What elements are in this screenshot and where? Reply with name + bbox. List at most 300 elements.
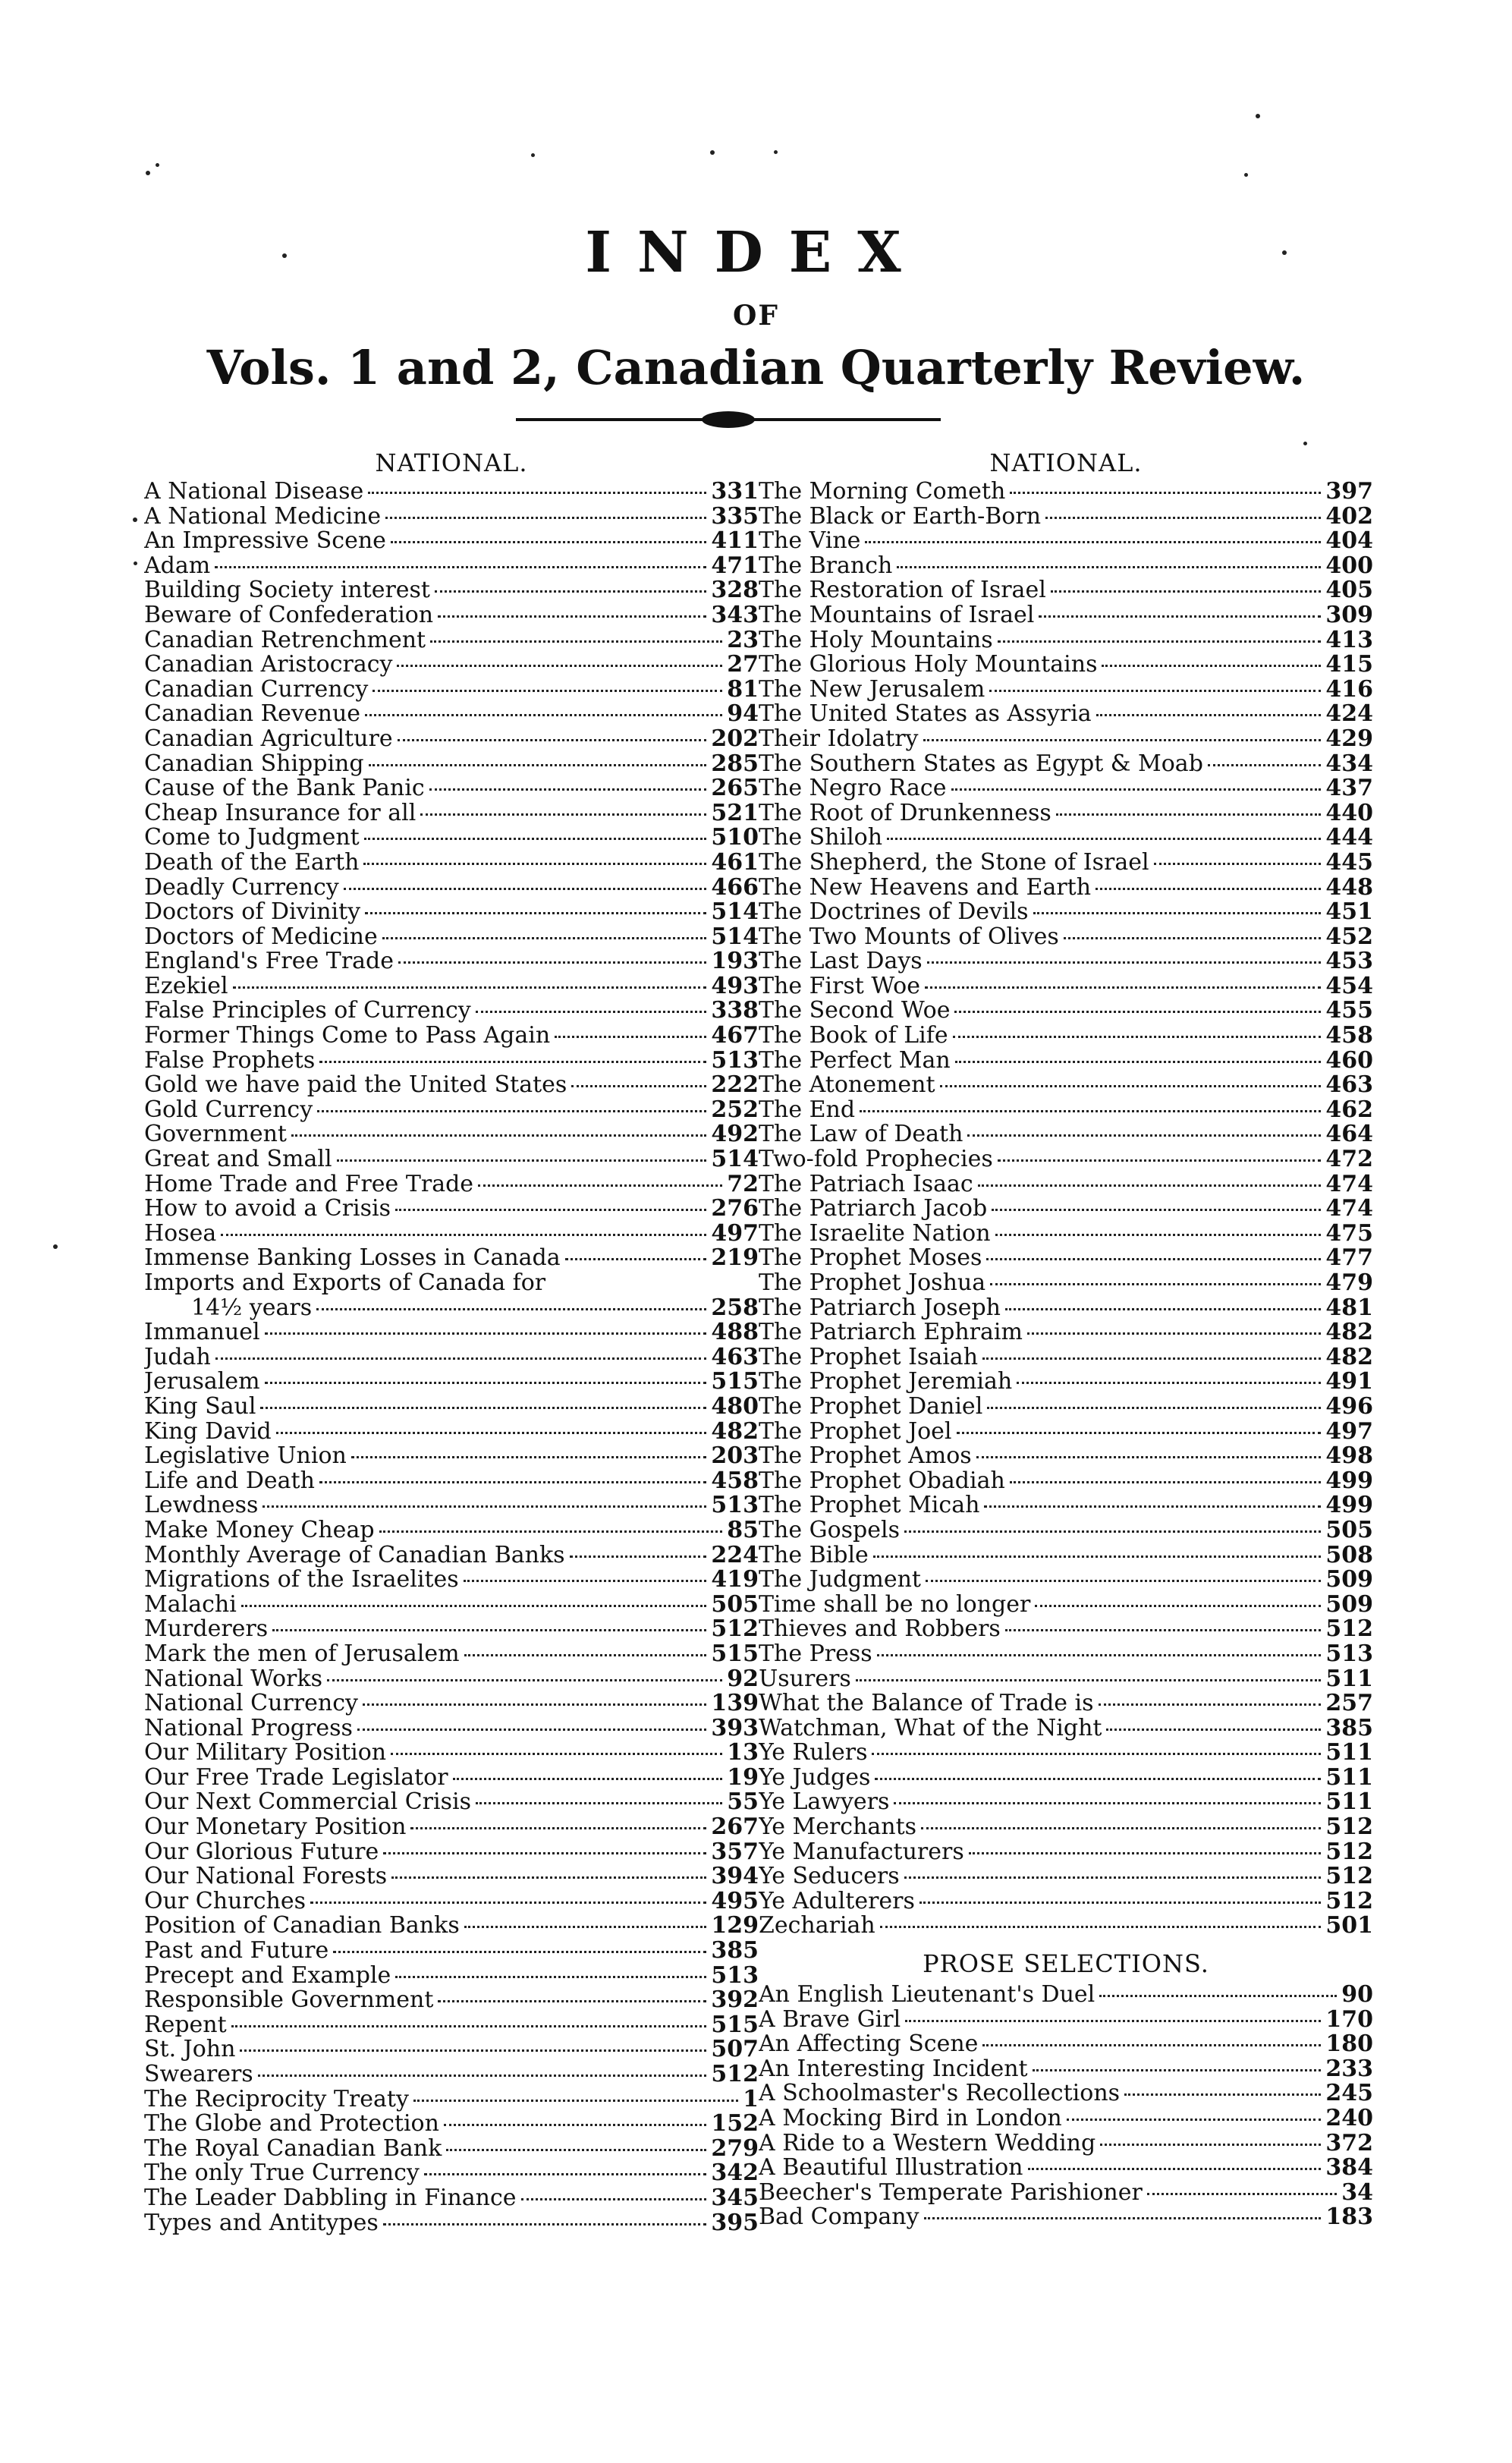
- index-entry: [144, 1617, 759, 1642]
- index-entry: [759, 628, 1373, 653]
- dot-leader: [291, 1134, 706, 1137]
- entry-page-number: 461: [711, 850, 759, 876]
- dot-leader: [865, 541, 1321, 543]
- entry-title: The Patriarch Jacob: [759, 1197, 988, 1222]
- dot-leader: [327, 1679, 722, 1681]
- index-entry: [759, 603, 1373, 628]
- index-entry: [759, 776, 1373, 801]
- dot-leader: [351, 1456, 707, 1458]
- entry-title: National Currency: [144, 1691, 358, 1716]
- dot-leader: [398, 739, 707, 741]
- entry-page-number: 512: [1325, 1815, 1373, 1840]
- index-entry: [144, 702, 759, 727]
- entry-page-number: 511: [1325, 1790, 1373, 1816]
- scan-speck: [1244, 173, 1248, 177]
- dot-leader: [521, 2198, 707, 2200]
- index-entry: [759, 2057, 1373, 2082]
- index-entry: [144, 2013, 759, 2038]
- entry-page-number: 222: [711, 1073, 759, 1098]
- dot-leader: [372, 690, 722, 692]
- dot-leader: [875, 1778, 1321, 1780]
- entry-title: Our Military Position: [144, 1741, 387, 1766]
- index-entry: [759, 1914, 1373, 1939]
- entry-title: The Law of Death: [759, 1122, 963, 1148]
- entry-title: The Shepherd, the Stone of Israel: [759, 850, 1149, 876]
- entry-title: A Mocking Bird in London: [759, 2106, 1062, 2131]
- entry-page-number: 202: [711, 726, 759, 752]
- entry-title: The Leader Dabbling in Finance: [144, 2185, 517, 2211]
- entry-page-number: 258: [711, 1295, 759, 1321]
- entry-title: Ye Lawyers: [759, 1790, 890, 1816]
- dot-leader: [364, 838, 707, 840]
- index-entry: [759, 1122, 1373, 1147]
- entry-title: The Patriarch Ephraim: [759, 1320, 1023, 1345]
- index-entry: [144, 1518, 759, 1543]
- entry-title: Ye Rulers: [759, 1741, 868, 1766]
- entry-title: The Second Woe: [759, 999, 951, 1024]
- entry-page-number: 458: [711, 1468, 759, 1494]
- dot-leader: [989, 690, 1321, 692]
- entry-page-number: 245: [1325, 2081, 1373, 2106]
- entry-page-number: 416: [1325, 677, 1373, 703]
- index-entry: [759, 1420, 1373, 1445]
- entry-title: The Two Mounts of Olives: [759, 924, 1059, 950]
- index-entry: [759, 1172, 1373, 1197]
- index-entry: [144, 554, 759, 579]
- dot-leader: [369, 764, 707, 766]
- entry-title: Our Churches: [144, 1889, 306, 1914]
- entry-page-number: 467: [711, 1024, 759, 1049]
- entry-page-number: 451: [1325, 900, 1373, 925]
- entry-page-number: 413: [1325, 628, 1373, 653]
- entry-title: The Shiloh: [759, 826, 883, 851]
- entry-title: England's Free Trade: [144, 949, 395, 974]
- dot-leader: [1039, 615, 1321, 618]
- entry-page-number: 393: [711, 1716, 759, 1741]
- entry-title: The Restoration of Israel: [759, 578, 1046, 603]
- entry-page-number: 437: [1325, 776, 1373, 801]
- entry-page-number: 81: [727, 677, 759, 703]
- dot-leader: [438, 615, 706, 618]
- entry-page-number: 343: [711, 602, 759, 628]
- dot-leader: [905, 2020, 1321, 2022]
- entry-title: Hosea: [144, 1221, 217, 1247]
- index-entry: [144, 1568, 759, 1593]
- entry-page-number: 394: [711, 1864, 759, 1889]
- index-entry: [144, 529, 759, 554]
- index-entry: [144, 1939, 759, 1964]
- entry-title: The Patriach Isaac: [759, 1172, 973, 1197]
- entry-title: Our Monetary Position: [144, 1815, 407, 1840]
- entry-title: The Prophet Obadiah: [759, 1468, 1005, 1494]
- index-entry: [759, 653, 1373, 678]
- entry-title: The Patriarch Joseph: [759, 1295, 1001, 1321]
- entry-title: Canadian Retrenchment: [144, 628, 426, 653]
- index-entry: [144, 1593, 759, 1618]
- left-section-heading: NATIONAL.: [375, 448, 528, 477]
- entry-title: Ye Manufacturers: [759, 1839, 964, 1865]
- dot-leader: [476, 1011, 707, 1013]
- entry-page-number: 419: [711, 1568, 759, 1593]
- dot-leader: [397, 665, 722, 667]
- index-entry: [144, 1049, 759, 1074]
- dot-leader: [877, 1654, 1322, 1656]
- dot-leader: [1064, 937, 1322, 939]
- entry-title: Swearers: [144, 2062, 253, 2087]
- entry-title: The Prophet Joshua: [759, 1271, 986, 1296]
- dot-leader: [904, 1530, 1321, 1533]
- index-entry: [144, 851, 759, 876]
- entry-title: Position of Canadian Banks: [144, 1914, 460, 1939]
- dot-leader: [260, 1407, 706, 1409]
- entry-title: Zechariah: [759, 1914, 875, 1939]
- entry-title: Government: [144, 1122, 287, 1148]
- index-entry: [759, 529, 1373, 554]
- dot-leader: [1124, 2093, 1321, 2096]
- entry-page-number: 90: [1341, 1983, 1373, 2008]
- index-entry: [144, 1098, 759, 1123]
- entry-page-number: 139: [711, 1691, 759, 1716]
- entry-page-number: 385: [1325, 1716, 1373, 1741]
- index-entry: [144, 1493, 759, 1518]
- entry-page-number: 512: [1325, 1864, 1373, 1889]
- dot-leader: [395, 1209, 706, 1211]
- index-entry: [759, 851, 1373, 876]
- index-entry: [144, 1864, 759, 1889]
- index-entry: [144, 1889, 759, 1914]
- entry-page-number: 495: [711, 1889, 759, 1914]
- entry-title: The Reciprocity Treaty: [144, 2087, 409, 2112]
- entry-page-number: 493: [711, 974, 759, 999]
- index-entry: [759, 1518, 1373, 1543]
- entry-page-number: 514: [711, 900, 759, 925]
- entry-page-number: 481: [1325, 1295, 1373, 1321]
- index-entry: [759, 1320, 1373, 1345]
- dot-leader: [383, 1852, 706, 1854]
- dot-leader: [1067, 2119, 1322, 2121]
- dot-leader: [1010, 492, 1321, 494]
- entry-page-number: 338: [711, 999, 759, 1024]
- entry-title: An Affecting Scene: [759, 2032, 979, 2057]
- entry-page-number: 512: [711, 1617, 759, 1642]
- dot-leader: [333, 1951, 706, 1953]
- dot-leader: [978, 1184, 1322, 1187]
- dot-leader: [1102, 665, 1321, 667]
- dot-leader: [880, 1926, 1322, 1928]
- index-entry: [759, 1469, 1373, 1494]
- entry-page-number: 499: [1325, 1468, 1373, 1494]
- index-entry: [144, 1716, 759, 1741]
- index-entry: [759, 1049, 1373, 1074]
- entry-page-number: 257: [1325, 1691, 1373, 1716]
- prose-entry-list: [759, 1983, 1373, 2230]
- entry-title: Canadian Currency: [144, 677, 369, 703]
- index-entry: [144, 876, 759, 901]
- index-entry: [759, 1543, 1373, 1568]
- entry-page-number: 402: [1325, 504, 1373, 530]
- entry-title: Jerusalem: [144, 1370, 260, 1395]
- entry-title: An Impressive Scene: [144, 529, 386, 554]
- index-entry: [759, 1345, 1373, 1370]
- entry-page-number: 454: [1325, 974, 1373, 999]
- dot-leader: [565, 1258, 707, 1260]
- dot-leader: [982, 1357, 1321, 1360]
- index-entry: [759, 2032, 1373, 2057]
- entry-page-number: 384: [1325, 2156, 1373, 2181]
- entry-title: A Ride to a Western Wedding: [759, 2131, 1096, 2156]
- entry-page-number: 509: [1325, 1592, 1373, 1618]
- entry-title: The Branch: [759, 553, 893, 579]
- dot-leader: [382, 937, 707, 939]
- index-entry: [144, 1469, 759, 1494]
- entry-title: An English Lieutenant's Duel: [759, 1983, 1095, 2008]
- entry-title: Migrations of the Israelites: [144, 1568, 459, 1593]
- dot-leader: [464, 1926, 707, 1928]
- dot-leader: [310, 1902, 706, 1904]
- entry-title: Death of the Earth: [144, 850, 360, 876]
- entry-title: The only True Currency: [144, 2161, 420, 2186]
- entry-page-number: 309: [1325, 602, 1373, 628]
- entry-page-number: 514: [711, 924, 759, 950]
- entry-title: National Works: [144, 1666, 322, 1692]
- entry-title: King Saul: [144, 1394, 256, 1420]
- index-entry: [759, 1568, 1373, 1593]
- index-entry: [144, 1271, 759, 1296]
- entry-title: An Interesting Incident: [759, 2056, 1028, 2082]
- scan-speck: [1282, 250, 1287, 255]
- entry-page-number: 385: [711, 1939, 759, 1964]
- entry-title: Doctors of Divinity: [144, 900, 361, 925]
- dot-leader: [1045, 517, 1321, 519]
- entry-title: Types and Antitypes: [144, 2210, 379, 2236]
- dot-leader: [570, 1555, 707, 1558]
- dot-leader: [1051, 590, 1322, 593]
- entry-page-number: 462: [1325, 1097, 1373, 1123]
- entry-title: The Prophet Moses: [759, 1246, 982, 1271]
- entry-title: Precept and Example: [144, 1963, 391, 1989]
- entry-page-number: 482: [1325, 1320, 1373, 1345]
- dot-leader: [241, 1605, 707, 1607]
- entry-page-number: 492: [711, 1122, 759, 1148]
- entry-page-number: 474: [1325, 1197, 1373, 1222]
- dot-leader: [924, 2217, 1322, 2219]
- entry-page-number: 240: [1325, 2106, 1373, 2131]
- index-entry: [144, 925, 759, 950]
- entry-title: False Principles of Currency: [144, 999, 471, 1024]
- entry-page-number: 480: [711, 1394, 759, 1420]
- entry-title: The Prophet Micah: [759, 1493, 980, 1518]
- dot-leader: [215, 566, 706, 568]
- index-entry: [144, 776, 759, 801]
- left-entry-list: [144, 480, 759, 2235]
- entry-page-number: 479: [1325, 1271, 1373, 1296]
- entry-page-number: 509: [1325, 1568, 1373, 1593]
- entry-page-number: 501: [1325, 1914, 1373, 1939]
- dot-leader: [446, 2149, 706, 2151]
- entry-page-number: 335: [711, 504, 759, 530]
- entry-title: A Brave Girl: [759, 2007, 901, 2033]
- entry-page-number: 392: [711, 1988, 759, 2013]
- entry-title: Usurers: [759, 1666, 851, 1692]
- entry-title: A Schoolmaster's Recollections: [759, 2081, 1121, 2106]
- entry-page-number: 265: [711, 776, 759, 801]
- index-entry: [144, 826, 759, 851]
- dot-leader: [363, 1703, 706, 1706]
- index-entry: [759, 1271, 1373, 1296]
- index-entry: [144, 801, 759, 826]
- index-entry: [144, 1320, 759, 1345]
- entry-title: Two-fold Prophecies: [759, 1147, 993, 1172]
- entry-page-number: 463: [711, 1345, 759, 1370]
- scan-speck: [146, 171, 150, 175]
- entry-page-number: 512: [1325, 1617, 1373, 1642]
- dot-leader: [873, 1555, 1322, 1558]
- rule-ornament-icon: [702, 411, 755, 428]
- index-entry: [144, 1147, 759, 1172]
- index-entry: [144, 1345, 759, 1370]
- scan-speck: [531, 153, 535, 157]
- entry-page-number: 342: [711, 2161, 759, 2186]
- entry-title: Canadian Revenue: [144, 702, 361, 727]
- index-entry: [759, 1098, 1373, 1123]
- dot-leader: [444, 2124, 706, 2126]
- index-entry: [144, 1840, 759, 1865]
- entry-title: The Atonement: [759, 1073, 935, 1098]
- entry-page-number: 505: [1325, 1518, 1373, 1543]
- index-entry: [759, 1593, 1373, 1618]
- entry-title: Our National Forests: [144, 1864, 388, 1889]
- index-entry: [759, 1691, 1373, 1716]
- entry-page-number: 94: [727, 702, 759, 727]
- dot-leader: [410, 1827, 706, 1829]
- entry-title: The New Jerusalem: [759, 677, 985, 703]
- dot-leader: [1147, 2193, 1337, 2195]
- dot-leader: [926, 1580, 1321, 1582]
- entry-page-number: 13: [727, 1741, 759, 1766]
- dot-leader: [438, 2000, 706, 2002]
- entry-page-number: 1: [743, 2087, 759, 2112]
- dot-leader: [954, 1011, 1321, 1013]
- entry-page-number: 472: [1325, 1147, 1373, 1172]
- entry-page-number: 513: [711, 1493, 759, 1518]
- dot-leader: [998, 640, 1322, 643]
- index-entry: [759, 1741, 1373, 1766]
- entry-title: Thieves and Robbers: [759, 1617, 1001, 1642]
- index-entry: [759, 974, 1373, 999]
- index-entry: [759, 1983, 1373, 2008]
- index-entry: [144, 2112, 759, 2137]
- entry-title: The Negro Race: [759, 776, 947, 801]
- entry-page-number: 276: [711, 1197, 759, 1222]
- entry-title: Our Next Commercial Crisis: [144, 1790, 472, 1816]
- index-entry: [144, 1741, 759, 1766]
- scan-speck: [134, 561, 137, 565]
- dot-leader: [395, 1976, 706, 1978]
- dot-leader: [319, 1061, 706, 1063]
- entry-page-number: 471: [711, 553, 759, 579]
- entry-page-number: 499: [1325, 1493, 1373, 1518]
- entry-page-number: 444: [1325, 826, 1373, 851]
- entry-title: Gold we have paid the United States: [144, 1073, 567, 1098]
- entry-page-number: 152: [711, 2112, 759, 2137]
- dot-leader: [921, 1827, 1321, 1829]
- page-title: INDEX: [585, 220, 927, 285]
- index-entry: [144, 653, 759, 678]
- index-entry: [759, 1864, 1373, 1889]
- index-entry: [759, 702, 1373, 727]
- index-entry: [759, 826, 1373, 851]
- index-entry: [144, 1790, 759, 1815]
- entry-title: Cause of the Bank Panic: [144, 776, 425, 801]
- entry-title: Former Things Come to Pass Again: [144, 1024, 551, 1049]
- index-entry: [144, 1197, 759, 1222]
- entry-page-number: 453: [1325, 949, 1373, 974]
- entry-page-number: 395: [711, 2210, 759, 2236]
- entry-title: Our Free Trade Legislator: [144, 1765, 448, 1791]
- index-entry: [759, 1889, 1373, 1914]
- entry-page-number: 511: [1325, 1666, 1373, 1692]
- entry-title: The United States as Assyria: [759, 702, 1092, 727]
- entry-title: The Perfect Man: [759, 1048, 951, 1074]
- dot-leader: [571, 1085, 706, 1087]
- entry-title: A National Medicine: [144, 504, 382, 530]
- index-entry: [759, 1840, 1373, 1865]
- dot-leader: [262, 1505, 706, 1508]
- entry-page-number: 397: [1325, 480, 1373, 505]
- entry-title: Make Money Cheap: [144, 1518, 375, 1543]
- index-entry: [144, 2137, 759, 2162]
- dot-leader: [385, 517, 706, 519]
- dot-leader: [1106, 1729, 1321, 1731]
- entry-title: Building Society interest: [144, 578, 430, 603]
- entry-page-number: 496: [1325, 1394, 1373, 1420]
- entry-page-number: 85: [727, 1518, 759, 1543]
- dot-leader: [1099, 1995, 1337, 1997]
- entry-title: The Judgment: [759, 1568, 921, 1593]
- entry-page-number: 507: [711, 2037, 759, 2062]
- entry-title: The Southern States as Egypt & Moab: [759, 751, 1203, 777]
- entry-title: The Bible: [759, 1543, 869, 1568]
- entry-page-number: 458: [1325, 1024, 1373, 1049]
- index-entry: [759, 1642, 1373, 1667]
- entry-page-number: 448: [1325, 875, 1373, 901]
- entry-page-number: 233: [1325, 2056, 1373, 2082]
- index-entry: [759, 1766, 1373, 1791]
- entry-page-number: 463: [1325, 1073, 1373, 1098]
- entry-title: A National Disease: [144, 480, 364, 505]
- index-entry: [759, 2205, 1373, 2230]
- index-entry: [144, 1444, 759, 1469]
- page-heading: Vols. 1 and 2, Canadian Quarterly Review.: [206, 340, 1306, 395]
- index-entry: [144, 999, 759, 1024]
- dot-leader: [1033, 912, 1322, 914]
- entry-title: How to avoid a Crisis: [144, 1197, 391, 1222]
- entry-title: Home Trade and Free Trade: [144, 1172, 474, 1197]
- dot-leader: [1096, 714, 1322, 716]
- index-entry: [759, 1815, 1373, 1840]
- index-entry: [759, 1246, 1373, 1271]
- index-entry: [144, 1395, 759, 1420]
- entry-title: Past and Future: [144, 1939, 329, 1964]
- entry-title: Come to Judgment: [144, 826, 360, 851]
- dot-leader: [420, 813, 706, 816]
- index-entry: [759, 876, 1373, 901]
- index-entry: [759, 578, 1373, 603]
- entry-title: The Glorious Holy Mountains: [759, 653, 1098, 678]
- entry-page-number: 203: [711, 1444, 759, 1469]
- index-entry: [759, 480, 1373, 505]
- dot-leader: [887, 838, 1321, 840]
